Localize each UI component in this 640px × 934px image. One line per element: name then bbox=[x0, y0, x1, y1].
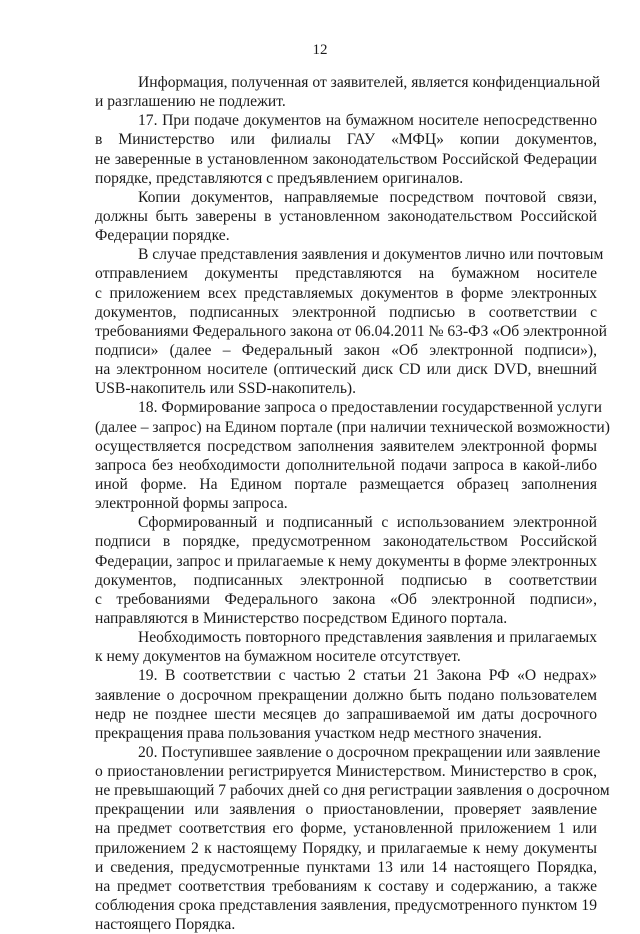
text-line: запроса без необходимости дополнительной подачи запроса в какой-либо bbox=[95, 456, 597, 474]
page-number: 12 bbox=[312, 42, 328, 58]
text-line: требованиями Федерального закона от 06.04.2011 № 63-ФЗ «Об электронной bbox=[95, 322, 608, 340]
text-line: направляются в Министерство посредством Единого портала. bbox=[95, 609, 508, 627]
text-line: на предмет соответствия требованиям к составу и содержанию, а также bbox=[95, 877, 597, 895]
text-line: иной форме. На Едином портале размещается образец заполнения bbox=[95, 475, 597, 493]
text-line: на электронном носителе (оптический диск CD или диск DVD, внешний bbox=[95, 361, 597, 379]
text-line: о приостановлении регистрируется Министерством. Министерство в срок, bbox=[95, 763, 597, 781]
text-line: не заверенные в установленном законодательством Российской Федерации bbox=[95, 150, 597, 168]
text-line: настоящего Порядка. bbox=[95, 916, 236, 934]
text-line: 20. Поступившее заявление о досрочном прекращении или заявление bbox=[138, 743, 601, 761]
paragraph bbox=[95, 513, 597, 628]
paragraph bbox=[95, 398, 610, 513]
text-line: подписи» (далее – Федеральный закон «Об электронной подписи»), bbox=[95, 341, 597, 359]
text-line: должны быть заверены в установленном законодательством Российской bbox=[95, 207, 597, 225]
text-line: (далее – запрос) на Едином портале (при наличии технической возможности) bbox=[95, 418, 610, 436]
text-line: Федерации порядке. bbox=[95, 227, 230, 245]
text-line: Федерации, запрос и прилагаемые к нему документы в форме электронных bbox=[95, 552, 597, 570]
text-line: прекращения права пользования участком недр местного значения. bbox=[95, 724, 542, 742]
text-line: 17. При подаче документов на бумажном носителе непосредственно bbox=[138, 112, 597, 130]
text-line: Сформированный и подписанный с использованием электронной bbox=[138, 514, 597, 532]
text-line: прекращении или заявления о приостановлении, проверяет заявление bbox=[95, 801, 597, 819]
text-line: заявление о досрочном прекращении должно быть подано пользователем bbox=[95, 686, 597, 704]
paragraph bbox=[95, 73, 601, 111]
text-line: соблюдения срока представления заявления, предусмотренного пунктом 19 bbox=[95, 897, 597, 915]
text-line: документов, подписанных электронной подписью в соответствии bbox=[95, 571, 597, 589]
text-line: и сведения, предусмотренные пунктами 13 или 14 настоящего Порядка, bbox=[95, 858, 597, 876]
text-line: и разглашению не подлежит. bbox=[95, 93, 286, 111]
text-line: не превышающий 7 рабочих дней со дня регистрации заявления о досрочном bbox=[95, 782, 610, 800]
text-line: на предмет соответствия его форме, установленной приложением 1 или bbox=[95, 820, 597, 838]
paragraph bbox=[95, 628, 597, 666]
text-line: электронной формы запроса. bbox=[95, 495, 288, 513]
paragraph bbox=[95, 111, 597, 188]
text-line: Копии документов, направляемые посредством почтовой связи, bbox=[138, 188, 597, 206]
text-line: 18. Формирование запроса о предоставлении государственной услуги bbox=[138, 399, 602, 417]
paragraph bbox=[95, 666, 597, 743]
text-line: с приложением всех представляемых документов в форме электронных bbox=[95, 284, 597, 302]
text-line: приложением 2 к настоящему Порядку, и прилагаемые к нему документы bbox=[95, 839, 597, 857]
text-line: порядке, представляются с предъявлением оригиналов. bbox=[95, 169, 464, 187]
text-line: USB-накопитель или SSD-накопитель). bbox=[95, 380, 357, 398]
paragraph bbox=[95, 188, 597, 245]
text-line: документов, подписанных электронной подписью в соответствии с bbox=[95, 303, 597, 321]
text-line: в Министерство или филиалы ГАУ «МФЦ» копии документов, bbox=[95, 131, 597, 149]
text-line: с требованиями Федерального закона «Об электронной подписи», bbox=[95, 590, 597, 608]
document-body bbox=[95, 73, 610, 934]
text-line: Необходимость повторного представления заявления и прилагаемых bbox=[138, 629, 597, 647]
text-line: отправлением документы представляются на бумажном носителе bbox=[95, 265, 597, 283]
text-line: подписи в порядке, предусмотренном законодательством Российской bbox=[95, 533, 597, 551]
text-line: к нему документов на бумажном носителе отсутствует. bbox=[95, 648, 461, 666]
paragraph bbox=[95, 743, 610, 934]
paragraph bbox=[95, 245, 608, 398]
text-line: 19. В соответствии с частью 2 статьи 21 Закона РФ «О недрах» bbox=[138, 667, 597, 685]
text-line: В случае представления заявления и документов лично или почтовым bbox=[138, 246, 604, 264]
text-line: недр не позднее шести месяцев до запрашиваемой им даты досрочного bbox=[95, 705, 597, 723]
text-line: Информация, полученная от заявителей, является конфиденциальной bbox=[138, 74, 601, 91]
text-line: осуществляется посредством заполнения заявителем электронной формы bbox=[95, 437, 597, 455]
